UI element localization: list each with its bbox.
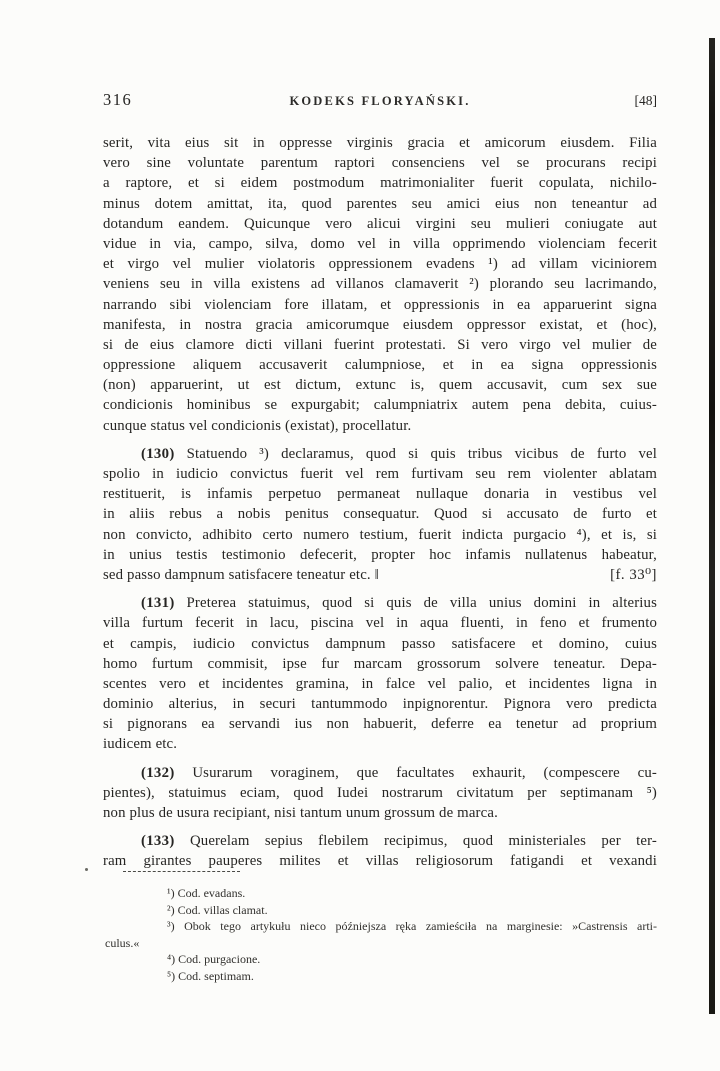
text-line: veniens seu in villa existens ad villanos clamaverit ²) plorando seu lacrimando, <box>103 276 657 293</box>
page-header <box>103 90 657 110</box>
text-line: (non) apparuerint, ut est dictum, extunc is, quem accusavit, cum sex sue <box>103 377 657 394</box>
footnote-separator <box>123 871 240 872</box>
text-line: dominio alterius, in securi tantummodo inpignorentur. Pignora vero predicta <box>103 696 657 713</box>
paragraph <box>103 831 657 871</box>
text-line: si pignorans ea servandi ius non habuerit, deferre ea tenetur ad proprium <box>103 716 657 733</box>
body-text <box>103 133 657 872</box>
text-line: pientes), statuimus eciam, quod Iudei nostrarum civitatum per septimanam ⁵) <box>103 784 657 801</box>
text-line: vero sine voluntate parentum raptori consenciens vel se procurans recipi <box>103 155 657 172</box>
text-line: non plus de usura recipiant, nisi tantum unum grossum de marca. <box>103 805 498 821</box>
footnote-line: culus.« <box>105 935 140 950</box>
footnote-line: ¹) Cod. evadans. <box>167 886 246 900</box>
paragraph <box>103 444 657 585</box>
text-line: in aliis rebus a nobis penitus consequatur. Quod si accusato de furto et <box>103 506 657 523</box>
text-line: oppressione aliquem accusaverit calumpniose, et in ea signa oppressionis <box>103 357 657 374</box>
text-line: spolio in iudicio convictus fuerit vel rem furtivam seu rem violenter ablatam <box>103 466 657 482</box>
paragraph <box>103 133 657 436</box>
text-line: et virgo vel mulier violatoris oppressionem evadens ¹) ad villam viciniorem <box>103 256 657 273</box>
text-line: (133) Querelam sepius flebilem recipimus, quod ministeriales per ter- <box>141 833 657 850</box>
text-line: dotandum eandem. Quicunque vero alicui virgini seu mulieri coniugate aut <box>103 215 657 232</box>
text-line: narrando sibi violenciam fore illatam, et oppressionis in ea apparuerint signa <box>103 296 657 313</box>
text-line: (132) Usurarum voraginem, que facultates exhaurit, (compescere cu- <box>141 764 657 781</box>
text-line: in unius testis testimonio defecerit, propter hoc infamis nullatenus habeatur, <box>103 546 657 563</box>
text-line: a raptore, et si eidem postmodum matrimonialiter fuerit copulata, nichilo- <box>103 175 657 192</box>
footnote-line: ⁵) Cod. septimam. <box>167 968 254 983</box>
text-line: cunque status vel condicionis (existat), procellatur. <box>103 417 412 434</box>
paragraph <box>103 763 657 824</box>
paragraph-number: (130) <box>141 445 175 462</box>
page-number: 316 <box>103 90 133 109</box>
footnote-line: ²) Cod. villas clamat. <box>167 902 268 917</box>
text-line: manifesta, in nostra gracia amicorumque eiusdem oppressor existat, et (hoc), <box>103 316 657 333</box>
text-line: [f. 33⁰] sed passo dampnum satisfacere teneatur etc. ‖ <box>103 565 657 585</box>
running-title: KODEKS FLORYAŃSKI. <box>289 94 471 108</box>
text-line: (130) Statuendo ³) declaramus, quod si quis tribus vicibus de furto vel <box>141 445 657 462</box>
scan-edge-bar <box>709 38 715 1014</box>
footnote-line: ⁴) Cod. purgacione. <box>167 952 261 967</box>
text-line: et campis, iudicio convictus dampnum passo satisfacere et domino, cuius <box>103 635 657 652</box>
text-line: vidue in via, campo, silva, domo vel in villa opprimendo violenciam fecerit <box>103 235 657 252</box>
scan-speck <box>85 868 88 871</box>
text-line: villa furtum fecerit in lacu, piscina vel in aqua fluenti, in feno et frumento <box>103 615 657 632</box>
text-line: minus dotem amittat, ita, quod parentes seu amici eius non teneantur ad <box>103 195 657 212</box>
text-line: scentes vero et incidentes gramina, in falce vel palio, et incidentes ligna in <box>103 675 657 692</box>
text-line: si de eius clamore dicti villani fuerint protestati. Si vero virgo vel mulier de <box>103 336 657 353</box>
paragraph-number: (131) <box>141 595 175 612</box>
paragraph <box>103 593 657 755</box>
footnote-line: ³) Obok tego artykułu nieco późniejsza ręka zamieściła na marginesie: »Castrensis arti- <box>167 919 657 934</box>
footnotes <box>105 885 657 985</box>
text-line: non convicto, adhibito certo numero testium, fuerit indicta purgacio ⁴), et is, si <box>103 526 657 543</box>
text-line: iudicem etc. <box>103 736 178 753</box>
text-line: restituerit, is infamis perpetuo permaneat nullaque donaria in vestibus vel <box>103 486 657 503</box>
text-line: homo furtum commisit, ipse fur marcam grossorum solvere teneatur. Depa- <box>103 655 657 672</box>
folio-marker: [f. 33⁰] <box>610 566 657 583</box>
text-line: serit, vita eius sit in oppresse virginis gracia et amicorum eiusdem. Filia <box>103 135 657 151</box>
paragraph-number: (132) <box>141 764 175 781</box>
text-line: ram girantes pauperes milites et villas religiosorum fatigandi et vexandi <box>103 853 657 870</box>
text-line: condicionis hominibus se expurgabit; calumpniatrix autem pena debita, cuius- <box>103 397 657 414</box>
sheet-number: [48] <box>634 93 657 108</box>
paragraph-number: (133) <box>141 833 175 850</box>
text-line: (131) Preterea statuimus, quod si quis de villa unius domini in alterius <box>141 595 657 612</box>
